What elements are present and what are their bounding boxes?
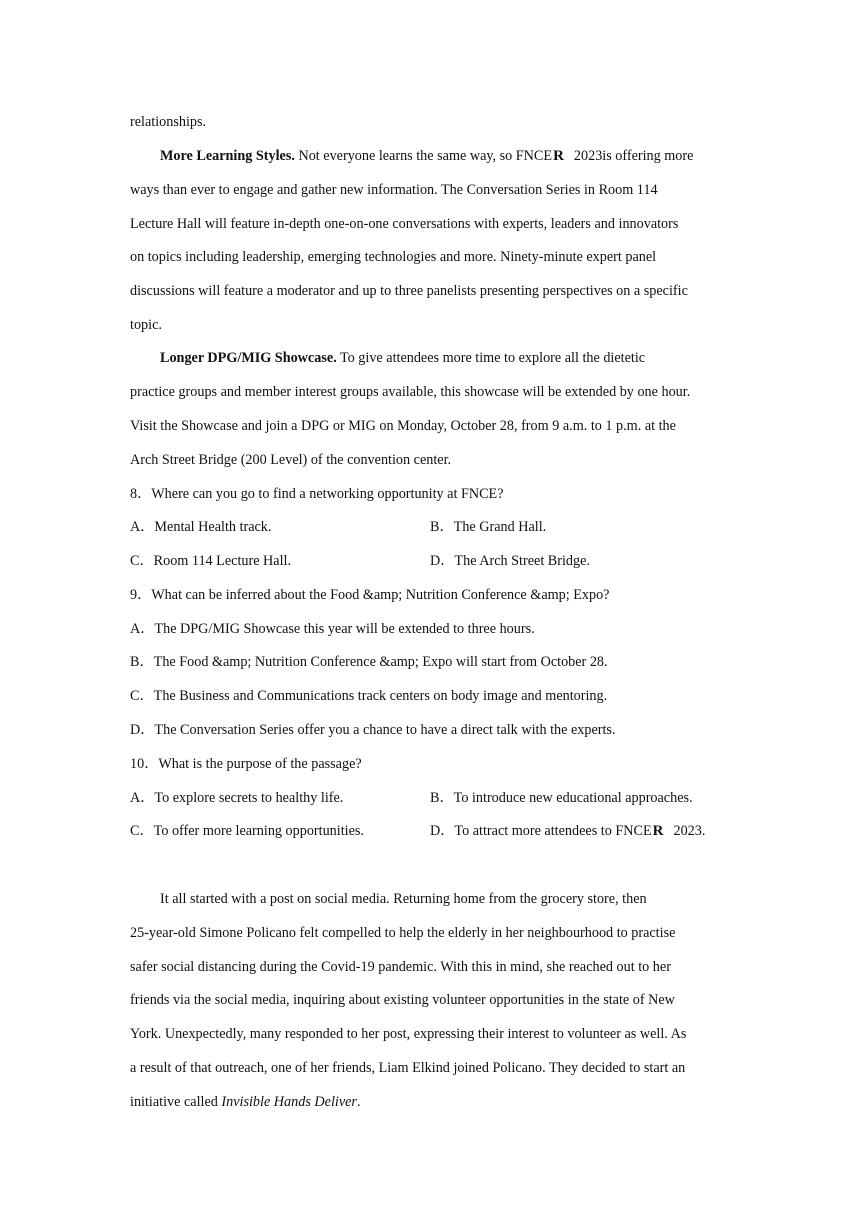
passage-text-line: a result of that outreach, one of her friends, Liam Elkind joined Policano. They decided to start an	[130, 1060, 686, 1076]
option-d: D．The Conversation Series offer you a chance to have a direct talk with the experts.	[130, 722, 616, 738]
paragraph-heading: Longer DPG/MIG Showcase.	[160, 350, 337, 366]
question-stem: 10．What is the purpose of the passage?	[130, 756, 362, 772]
initiative-title: Invisible Hands Deliver	[221, 1094, 357, 1110]
passage-text-line: discussions will feature a moderator and up to three panelists presenting perspectives on a specific	[130, 283, 688, 299]
passage-text-line: on topics including leadership, emerging technologies and more. Ninety-minute expert panel	[130, 249, 657, 265]
option-c: C．The Business and Communications track centers on body image and mentoring.	[130, 688, 608, 704]
option-d: D．To attract more attendees to FNCER 2023.	[430, 823, 706, 839]
option-c: C．Room 114 Lecture Hall.	[130, 553, 292, 569]
passage-text-line: Arch Street Bridge (200 Level) of the convention center.	[130, 452, 452, 468]
passage-text-line: It all started with a post on social media. Returning home from the grocery store, then	[160, 891, 647, 907]
option-a: A．The DPG/MIG Showcase this year will be extended to three hours.	[130, 621, 535, 637]
passage-text-line: practice groups and member interest groups available, this showcase will be extended by one hour.	[130, 384, 691, 400]
passage-text-line: Visit the Showcase and join a DPG or MIG on Monday, October 28, from 9 a.m. to 1 p.m. at the	[130, 418, 676, 434]
paragraph-showcase: Longer DPG/MIG Showcase. To give attendees more time to explore all the dietetic	[160, 350, 646, 366]
passage-text-line: 25-year-old Simone Policano felt compelled to help the elderly in her neighbourhood to practise	[130, 925, 676, 941]
passage-text-line: safer social distancing during the Covid-19 pandemic. With this in mind, she reached out to her	[130, 959, 671, 975]
question-stem: 9．What can be inferred about the Food &amp; Nutrition Conference &amp; Expo?	[130, 587, 610, 603]
option-b: B．The Food &amp; Nutrition Conference &amp; Expo will start from October 28.	[130, 654, 608, 670]
paragraph-learning-styles: More Learning Styles. Not everyone learns the same way, so FNCER 2023is offering more	[160, 148, 694, 164]
passage-text-line: topic.	[130, 317, 162, 333]
passage-text-line: relationships.	[130, 114, 207, 130]
question-stem: 8．Where can you go to find a networking opportunity at FNCE?	[130, 486, 504, 502]
passage-text-line: Lecture Hall will feature in-depth one-on-one conversations with experts, leaders and innovators	[130, 216, 679, 232]
registered-mark: R	[652, 823, 664, 839]
passage-text-line: ways than ever to engage and gather new information. The Conversation Series in Room 114	[130, 182, 658, 198]
paragraph-heading: More Learning Styles.	[160, 148, 295, 164]
option-a: A．To explore secrets to healthy life.	[130, 790, 344, 806]
option-b: B．The Grand Hall.	[430, 519, 547, 535]
passage-text-line: friends via the social media, inquiring about existing volunteer opportunities in the state of New	[130, 992, 675, 1008]
passage-text-line: initiative called Invisible Hands Deliver.	[130, 1094, 361, 1110]
option-c: C．To offer more learning opportunities.	[130, 823, 364, 839]
passage-text-line: York. Unexpectedly, many responded to her post, expressing their interest to volunteer as well. As	[130, 1026, 687, 1042]
option-d: D．The Arch Street Bridge.	[430, 553, 590, 569]
registered-mark: R	[553, 148, 564, 164]
option-b: B．To introduce new educational approaches.	[430, 790, 693, 806]
option-a: A．Mental Health track.	[130, 519, 272, 535]
